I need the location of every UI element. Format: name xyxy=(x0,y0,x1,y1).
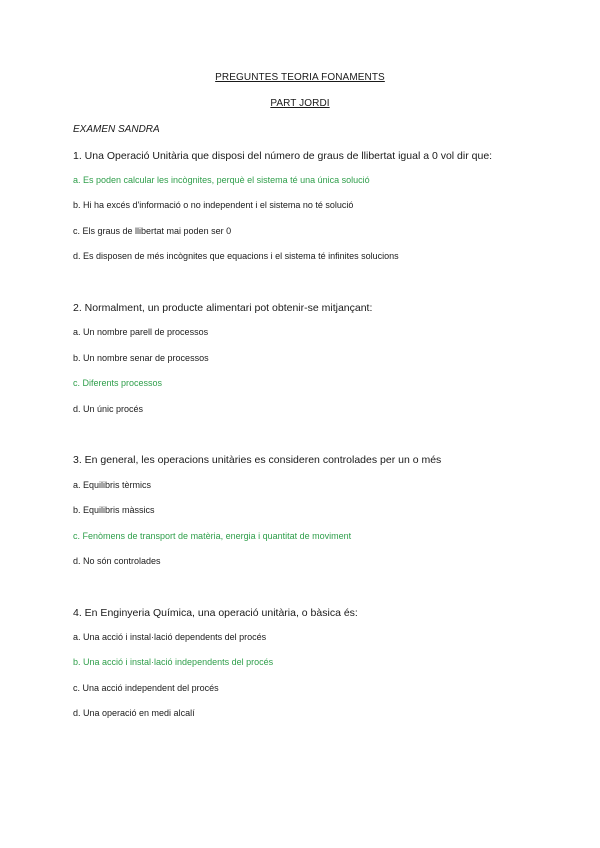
question-2: 2. Normalment, un producte alimentari pot obtenir-se mitjançant: xyxy=(73,302,373,314)
exam-label: EXAMEN SANDRA xyxy=(73,124,160,135)
question-3: 3. En general, les operacions unitàries es consideren controlades per un o més xyxy=(73,454,442,466)
question-3-option-d: d. No són controlades xyxy=(73,556,161,566)
question-2-option-b: b. Un nombre senar de processos xyxy=(73,353,209,363)
document-subtitle: PART JORDI xyxy=(270,98,330,109)
question-1-option-c: c. Els graus de llibertat mai poden ser 0 xyxy=(73,226,232,236)
question-4-option-d: d. Una operació en medi alcalí xyxy=(73,708,195,718)
question-3-option-c: c. Fenòmens de transport de matèria, energia i quantitat de moviment xyxy=(73,531,352,541)
question-2-option-c: c. Diferents processos xyxy=(73,378,163,388)
question-2-option-d: d. Un únic procés xyxy=(73,404,144,414)
question-4-option-c: c. Una acció independent del procés xyxy=(73,683,219,693)
question-3-option-a: a. Equilibris tèrmics xyxy=(73,480,152,490)
question-4-option-b: b. Una acció i instal·lació independents del procés xyxy=(73,657,274,667)
question-1-option-d: d. Es disposen de més incògnites que equacions i el sistema té infinites solucions xyxy=(73,251,399,261)
question-1-option-b: b. Hi ha excés d'informació o no independent i el sistema no té solució xyxy=(73,200,354,210)
question-1: 1. Una Operació Unitària que disposi del número de graus de llibertat igual a 0 vol dir que: xyxy=(73,150,493,162)
question-4-option-a: a. Una acció i instal·lació dependents del procés xyxy=(73,632,267,642)
document-title: PREGUNTES TEORIA FONAMENTS xyxy=(215,72,385,83)
question-1-option-a: a. Es poden calcular les incògnites, perquè el sistema té una única solució xyxy=(73,175,370,185)
question-3-option-b: b. Equilibris màssics xyxy=(73,505,155,515)
question-4: 4. En Enginyeria Química, una operació unitària, o bàsica és: xyxy=(73,607,358,619)
question-2-option-a: a. Un nombre parell de processos xyxy=(73,327,209,337)
